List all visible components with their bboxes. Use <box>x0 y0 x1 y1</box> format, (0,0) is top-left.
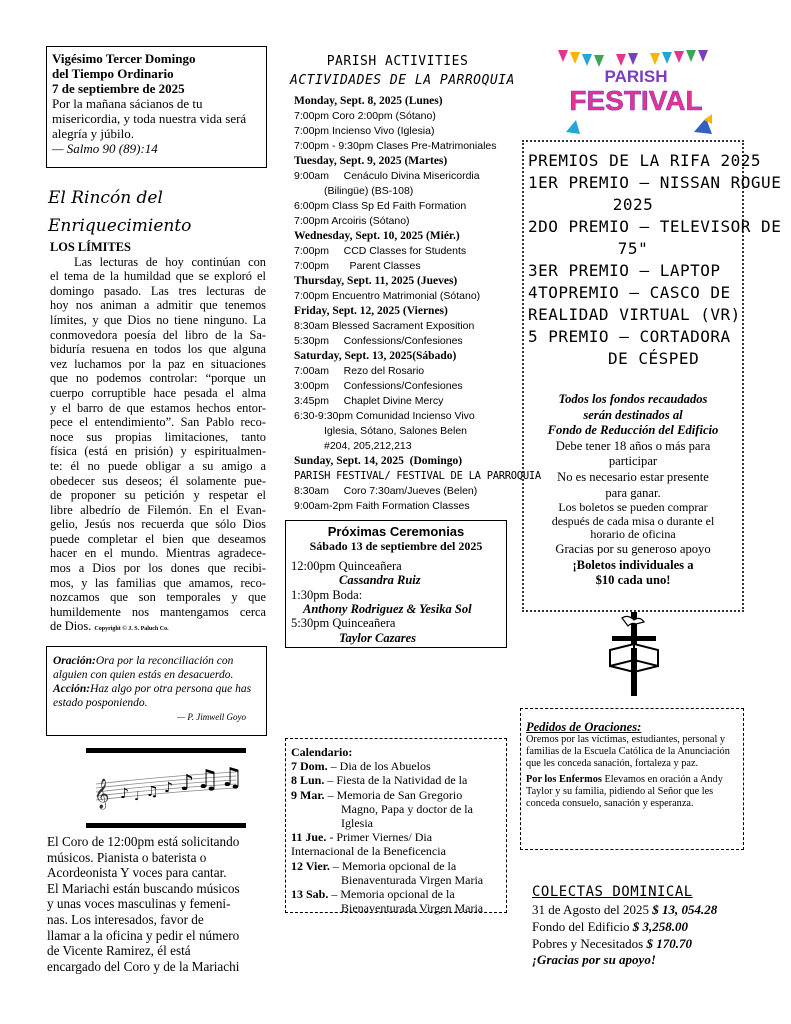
sunday-reading-box <box>46 46 267 168</box>
limites-last-line <box>50 619 266 637</box>
limites-line: límites, y que Dios no tiene ninguno. La <box>50 312 266 327</box>
colecta-row <box>532 902 742 919</box>
activity-event: 7:00pm Encuentro Matrimonial (Sótano) <box>294 290 481 302</box>
limites-line: el tema de la humildad que se exploró el <box>50 269 266 284</box>
calendario-cont: Bienaventurada Virgen Maria <box>341 901 484 916</box>
activity-event: 7:00pm CCD Classes for Students <box>294 245 467 257</box>
activities-title-es: ACTIVIDADES DE LA PARROQUIA <box>290 73 515 88</box>
coro-line: El Coro de 12:00pm está solicitando <box>47 834 240 849</box>
rifa-prize: 2DO PREMIO – TELEVISOR DE <box>528 217 782 236</box>
rifa-prize: 4TOPREMIO – CASCO DE <box>528 283 731 302</box>
activity-event: 3:45pm Chaplet Divine Mercy <box>294 395 444 407</box>
limites-line: hacer en el mundo. Mientras agradece- <box>50 546 266 561</box>
colectas-rows <box>532 902 742 952</box>
limites-line: conmovedora poesía del libro de la Sa- <box>50 327 266 342</box>
activity-event: 8:30am Coro 7:30am/Jueves (Belen) <box>294 485 478 497</box>
pedidos-text: Oremos por las víctimas, estudiantes, personal y familias de la Escuela Católica de la Anunciación que les conceda sanación, fortaleza y paz. <box>526 734 730 770</box>
limites-line: biduría resuena en todos los que alguna <box>50 342 266 357</box>
coro-line: Acordeonista Y voces para cantar. <box>47 865 227 881</box>
oracion-author: — P. Jimwell Goyo <box>177 712 246 722</box>
limites-line: te: él no puede obligar a su amigo a <box>50 458 266 473</box>
limites-line: vez luchamos por la paz en situaciones <box>50 356 266 371</box>
calendario-day: 8 Lun. <box>291 773 325 788</box>
accion-label: Acción: <box>53 683 91 695</box>
calendario-text: – Memoria opcional de la <box>328 887 455 902</box>
accion-text <box>53 682 260 710</box>
activity-event: 6:00pm Class Sp Ed Faith Formation <box>294 200 467 212</box>
ceremonias-title: Próximas Ceremonias <box>327 524 465 539</box>
rincon-title-2: Enriquecimiento <box>48 216 192 236</box>
rifa-note-line: participar <box>608 454 658 469</box>
limites-line: nozcamos que son temporales y que <box>50 590 266 605</box>
coro-line: nas. Los interesados, favor de <box>47 911 204 927</box>
coro-notice <box>47 834 269 974</box>
rifa-note-line: después de cada misa o durante el <box>551 513 715 528</box>
ceremonias-items <box>291 559 501 645</box>
svg-text:♪: ♪ <box>120 786 129 802</box>
limites-article <box>50 240 266 637</box>
calendario-text: - Primer Viernes/ Dia <box>326 830 433 845</box>
limites-body <box>50 255 266 620</box>
pedidos-box <box>520 708 744 850</box>
rifa-prize: 2025 <box>612 195 654 214</box>
activity-event: 9:00am-2pm Faith Formation Classes <box>294 500 470 512</box>
rifa-fund-note <box>528 392 738 439</box>
calendario-item <box>291 773 501 787</box>
activity-day: Wednesday, Sept. 10, 2025 (Miér.) <box>294 230 460 242</box>
music-notes-icon <box>86 746 246 830</box>
oracion-label: Oración: <box>53 655 96 667</box>
activity-event: Iglesia, Sótano, Salones Belen <box>324 425 468 437</box>
activity-event: 7:00pm Incienso Vivo (Iglesia) <box>294 125 435 137</box>
accion-body: Haz algo por otra persona que has estado posponiendo. <box>53 683 252 709</box>
activity-event: 8:30am Blessed Sacrament Exposition <box>294 320 475 332</box>
sunday-title-2: del Tiempo Ordinario <box>52 66 174 81</box>
calendario-text: – Memoria opcional de la <box>329 858 457 873</box>
svg-text:♪: ♪ <box>180 771 195 796</box>
svg-text:♫: ♫ <box>196 765 220 795</box>
rifa-note-line: $10 cada uno! <box>595 573 671 588</box>
calendario-cont: Internacional de la Beneficencia <box>291 844 446 859</box>
activity-event: 7:00pm - 9:30pm Clases Pre-Matrimoniales <box>294 140 497 152</box>
colecta-row <box>532 936 742 953</box>
colecta-label: Fondo del Edificio <box>532 918 633 934</box>
colecta-amount: $ 3,258.00 <box>632 918 688 934</box>
colecta-row <box>532 919 742 936</box>
svg-text:𝄞: 𝄞 <box>94 779 110 809</box>
pedidos-title: Pedidos de Oraciones: <box>526 720 642 734</box>
limites-line: domingo pasado. Las tres lecturas de <box>50 283 266 298</box>
activity-day: Thursday, Sept. 11, 2025 (Jueves) <box>294 275 458 287</box>
cross-bible-icon <box>606 612 662 696</box>
limites-line: puede completar el bien que deseamos <box>50 531 266 546</box>
rifa-notes <box>528 392 738 589</box>
oracion-box <box>46 646 267 736</box>
activity-event: 6:30-9:30pm Comunidad Incienso Vivo <box>294 410 475 422</box>
svg-text:♪: ♪ <box>164 780 173 796</box>
coro-line: músicos. Pianista o baterista o <box>47 849 207 865</box>
rifa-prizes <box>528 172 782 370</box>
enfermos-body: Elevamos en oración a Andy Taylor y su familia, pidiendo al Señor que les conceda consuelo, sanación y esperanza. <box>526 773 723 810</box>
activities-list <box>294 94 541 514</box>
limites-line: de proponer su petición y respetar el <box>50 488 266 503</box>
activity-event: 7:00am Rezo del Rosario <box>294 365 425 377</box>
calendario-text: – Memoria de San Gregorio <box>324 787 463 802</box>
coro-line: y unas voces masculinas y femeni- <box>47 896 231 912</box>
rifa-buy-note <box>528 501 738 542</box>
limites-line: hoy nos animan a admitir que tenemos <box>50 298 266 313</box>
rifa-price <box>528 558 738 589</box>
activity-event: (Bilingüe) (BS-108) <box>324 185 414 197</box>
rifa-note-line: ¡Boletos individuales a <box>572 557 694 572</box>
rifa-note-line: Los boletos se pueden comprar <box>558 500 708 515</box>
activity-day: Friday, Sept. 12, 2025 (Viernes) <box>294 305 448 317</box>
calendario-day: 7 Dom. <box>291 759 328 774</box>
rincon-heading <box>48 184 273 240</box>
colecta-label: Pobres y Necesitados <box>532 935 647 951</box>
coro-line: encargado del Coro y de la Mariachi <box>47 958 240 974</box>
limites-line: mos a Dios por los dones que recibi- <box>50 561 266 576</box>
ceremonia-time: 1:30pm Boda: <box>291 587 363 602</box>
rifa-present-note <box>528 470 738 501</box>
activity-day: Monday, Sept. 8, 2025 (Lunes) <box>294 95 443 107</box>
activity-day: Saturday, Sept. 13, 2025(Sábado) <box>294 350 457 362</box>
limites-line: mos, y las familias que amamos, reco- <box>50 575 266 590</box>
limites-line: cuerpo corruptible hace pesada el alma <box>50 385 266 400</box>
svg-text:♫: ♫ <box>220 763 244 793</box>
rifa-prize: REALIDAD VIRTUAL (VR) <box>528 305 741 324</box>
activity-event: 7:00pm Coro 2:00pm (Sótano) <box>294 110 436 122</box>
limites-line: gelio, Jesús nos recuerda que sólo Dios <box>50 517 266 532</box>
rifa-prize: 3ER PREMIO – LAPTOP <box>528 261 721 280</box>
activities-title-en: PARISH ACTIVITIES <box>326 54 469 69</box>
ceremonia-time: 12:00pm Quinceañera <box>291 558 402 573</box>
activity-event: 9:00am Cenáculo Divina Misericordia <box>294 170 480 182</box>
sunday-date: 7 de septiembre de 2025 <box>52 81 185 96</box>
rifa-age-note <box>528 439 738 470</box>
rifa-note-line: Todos los fondos recaudados <box>558 392 708 406</box>
enfermos-label: Por los Enfermos <box>526 773 602 785</box>
ceremonia-time: 5:30pm Quinceañera <box>291 616 396 631</box>
limites-line: y el barro de que estamos hechos entor- <box>50 400 266 415</box>
svg-text:♫: ♫ <box>146 784 159 800</box>
rifa-prize: 1ER PREMIO – NISSAN ROGUE <box>528 173 782 192</box>
coro-line: de Vicente Ramirez, él está <box>47 943 191 959</box>
calendario-day: 12 Vier. <box>291 858 330 873</box>
sunday-title-1: Vigésimo Tercer Domingo <box>52 51 196 66</box>
coro-line: llamar a la oficina y pedir el número <box>47 927 240 943</box>
calendario-box <box>285 738 507 916</box>
calendario-day: 13 Sab. <box>291 887 329 902</box>
limites-line: obedecer sus deseos; él solamente pue- <box>50 473 266 488</box>
limites-line: pece el entendimiento”. San Pablo reco- <box>50 415 266 430</box>
activity-event: #204, 205,212,213 <box>324 440 412 452</box>
activities-heading <box>290 52 515 90</box>
limites-end-text: de Dios. <box>50 619 92 634</box>
ceremonia-name: Taylor Cazares <box>339 630 416 645</box>
ceremonias-date: Sábado 13 de septiembre del 2025 <box>309 539 483 554</box>
activity-festival: PARISH FESTIVAL/ FESTIVAL DE LA PARROQUIA <box>294 470 541 482</box>
rincon-title-1: El Rincón del <box>48 188 163 208</box>
activity-day: Sunday, Sept. 14, 2025 (Domingo) <box>294 455 463 467</box>
rifa-note-line: Debe tener 18 años o más para <box>555 438 711 453</box>
limites-heading: LOS LÍMITES <box>50 240 131 254</box>
ceremonias-box <box>285 520 507 648</box>
activity-event: 7:00pm Arcoiris (Sótano) <box>294 215 410 227</box>
rifa-prize: DE CÉSPED <box>608 349 700 368</box>
calendario-day: 9 Mar. <box>291 787 325 802</box>
colecta-label: 31 de Agosto del 2025 <box>532 902 653 917</box>
coro-line: El Mariachi están buscando músicos <box>47 880 240 896</box>
calendario-item <box>291 788 501 802</box>
oracion-text <box>53 654 260 682</box>
calendario-cont: Bienaventurada Virgen Maria <box>341 872 484 887</box>
calendario-title: Calendario: <box>291 745 353 759</box>
oracion-body: Ora por la reconciliación con alguien con quien estás en desacuerdo. <box>53 655 234 681</box>
limites-line: que no podemos controlar: “porque un <box>50 371 266 386</box>
sunday-citation: — Salmo 90 (89):14 <box>52 141 158 156</box>
calendario-item <box>291 830 501 844</box>
ceremonia-name: Anthony Rodriguez & Yesika Sol <box>303 602 472 617</box>
limites-line: humildemente nos mantengamos cerca <box>50 604 266 619</box>
calendario-item <box>291 759 501 773</box>
enfermos-text <box>526 774 738 811</box>
colecta-amount: $ 170.70 <box>646 935 692 951</box>
limites-line: noce sus propias limitaciones, tanto <box>50 429 266 444</box>
festival-word-1: PARISH <box>604 67 668 86</box>
activity-day: Tuesday, Sept. 9, 2025 (Martes) <box>294 155 448 167</box>
activity-event: 3:00pm Confessions/Confesiones <box>294 380 463 392</box>
rifa-note-line: serán destinados al <box>583 407 683 422</box>
activity-event: 5:30pm Confessions/Confesiones <box>294 335 463 347</box>
limites-line: física (está en prisión) y espiritualmen- <box>50 444 266 459</box>
rifa-note-line: para ganar. <box>605 485 661 500</box>
rifa-prize: 75" <box>617 239 649 258</box>
festival-word-2: FESTIVAL <box>569 85 703 116</box>
calendario-text: – Dia de los Abuelos <box>327 759 431 774</box>
parish-festival-logo <box>556 48 716 138</box>
rifa-thanks: Gracias por su generoso apoyo <box>555 541 711 556</box>
colectas-section <box>532 882 742 969</box>
sunday-line: Por la mañana sácianos de tu <box>52 96 203 111</box>
calendario-cont: Magno, Papa y doctor de la <box>341 801 473 816</box>
svg-text:♩: ♩ <box>134 789 140 803</box>
calendario-cont: Iglesia <box>341 816 373 831</box>
activity-event: 7:00pm Parent Classes <box>294 260 421 272</box>
copyright: Copyright © J. S. Paluch Co. <box>94 626 169 633</box>
rifa-note-line: No es necesario estar presente <box>557 469 709 484</box>
rifa-box <box>522 140 782 612</box>
rifa-prize: 5 PREMIO – CORTADORA <box>528 327 731 346</box>
calendario-item <box>291 887 501 901</box>
calendario-text: – Fiesta de la Natividad de la <box>324 773 468 788</box>
ceremonia-name: Cassandra Ruiz <box>339 573 421 588</box>
limites-line: libre albedrío de Filemón. En el Evan- <box>50 502 266 517</box>
colectas-title: COLECTAS DOMINICAL <box>532 884 693 900</box>
calendario-day: 11 Jue. <box>291 830 327 845</box>
rifa-note-line: horario de oficina <box>590 527 676 542</box>
rifa-note-line: Fondo de Reducción del Edificio <box>547 423 719 438</box>
sunday-line: alegría y júbilo. <box>52 126 134 141</box>
limites-line: Las lecturas de hoy continúan con <box>74 254 266 269</box>
rifa-title: PREMIOS DE LA RIFA 2025 <box>528 151 762 170</box>
colectas-thanks: ¡Gracias por su apoyo! <box>532 952 656 968</box>
sunday-line: misericordia, y toda nuestra vida será <box>52 111 247 126</box>
colecta-amount: $ 13, 054.28 <box>652 902 718 917</box>
calendario-item <box>291 859 501 873</box>
calendario-items <box>291 759 501 915</box>
